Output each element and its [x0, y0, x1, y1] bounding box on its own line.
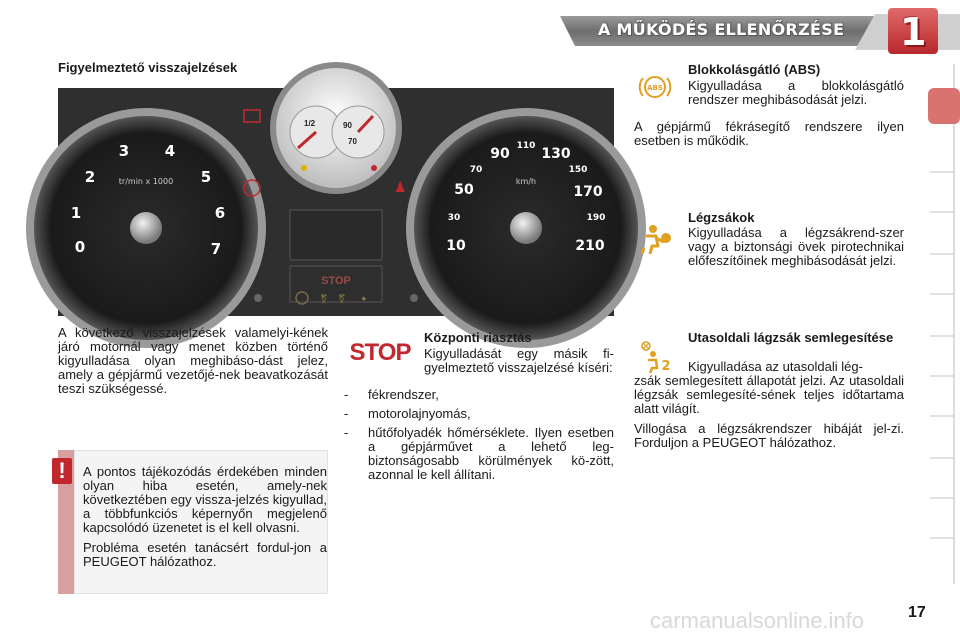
warning-paragraph-1: A pontos tájékozódás érdekében minden olyan hiba esetén, amely-nek következtében egy vissza-jelzés kigyullad, a többfunkciós képernyőn megjelenő kapcsolódó üzenetet is el kell olvasni. — [83, 464, 327, 535]
airbag-heading: Légzsákok — [688, 210, 755, 225]
tach-num-5: 5 — [200, 168, 212, 186]
svg-text:✦: ✦ — [360, 295, 368, 305]
stop-heading: Központi riasztás — [424, 330, 532, 345]
tach-unit: tr/min x 1000 — [118, 177, 174, 186]
airbag-icon — [638, 222, 672, 261]
svg-text:2: 2 — [661, 359, 671, 374]
airbag-description: Kigyulladása a légzsákrend-szer vagy a biztonsági övek pirotechnikai előfeszítőinek meghibásodását jelzi. — [688, 225, 904, 268]
warning-note-content — [74, 450, 328, 594]
temp-mark-90: 90 — [343, 121, 352, 130]
tach-num-4: 4 — [164, 142, 176, 160]
passenger-extra-2: Villogása a légzsákrendszer hibáját jel-zi. Forduljon a PEUGEOT hálózathoz. — [634, 421, 904, 450]
stop-warning-icon — [349, 338, 411, 369]
tach-num-2: 2 — [84, 168, 96, 186]
warning-paragraph-2: Probléma esetén tanácsért fordul-jon a PEUGEOT hálózathoz. — [83, 540, 327, 569]
passenger-airbag-extra — [634, 374, 904, 450]
svg-text:ABS: ABS — [647, 84, 663, 92]
passenger-extra-1: zsák semlegesített állapotát jelzi. Az utasoldali légzsák semlegesíté-sének teljes időtartama alatt világít. — [634, 373, 904, 416]
abs-description: Kigyulladása a blokkolásgátló rendszer meghibásodását jelzi. — [688, 78, 904, 107]
tach-num-1: 1 — [70, 204, 82, 222]
seatbelt-lamp: ♟ — [394, 180, 407, 196]
section-title: Figyelmeztető visszajelzések — [58, 60, 238, 75]
speed-num-70: 70 — [469, 165, 483, 175]
stop-description: Kigyulladását egy másik fi-gyelmeztető visszajelzésé kíséri: — [424, 346, 614, 375]
passenger-airbag-description: Kigyulladása az utasoldali lég- — [688, 359, 863, 374]
speed-num-150: 150 — [568, 165, 588, 175]
speed-num-30: 30 — [447, 213, 461, 223]
warning-note-box — [58, 450, 328, 594]
tach-num-0: 0 — [74, 238, 86, 256]
speed-num-110: 110 — [516, 141, 536, 151]
watermark: carmanualsonline.info — [650, 608, 865, 633]
page-number: 17 — [908, 604, 926, 621]
svg-text:STOP: STOP — [349, 339, 411, 366]
tach-hub — [130, 212, 162, 244]
list-item: - motorolajnyomás, — [344, 407, 614, 421]
tach-num-6: 6 — [214, 204, 226, 222]
speed-num-130: 130 — [541, 146, 571, 162]
display-stop-text: STOP — [321, 275, 351, 287]
svg-text:⚧: ⚧ — [320, 295, 328, 305]
abs-extra-text: A gépjármű fékrásegítő rendszere ilyen esetben is működik. — [634, 119, 904, 148]
fuel-mark-half: 1/2 — [304, 119, 316, 128]
exclamation-icon: ! — [52, 458, 72, 484]
tab-active — [928, 88, 960, 124]
passenger-airbag-heading: Utasoldali lágzsák semlegesítése — [688, 330, 894, 345]
speed-num-170: 170 — [573, 184, 603, 200]
svg-text:⚧: ⚧ — [338, 295, 346, 305]
temp-mark-70: 70 — [348, 137, 357, 146]
list-item: - fékrendszer, — [344, 388, 614, 402]
tach-num-3: 3 — [118, 142, 130, 160]
abs-icon — [638, 70, 672, 109]
center-display — [290, 210, 382, 260]
chapter-header — [520, 6, 960, 56]
tab-strip — [926, 64, 960, 584]
instrument-panel-image — [58, 88, 614, 316]
speed-num-210: 210 — [575, 238, 605, 254]
list-item: - hűtőfolyadék hőmérséklete. Ilyen esetben a gépjárművet a lehető leg-biztonságosabb körülmények kö-zött, azonnal le kell állítani. — [344, 426, 614, 482]
speed-hub — [510, 212, 542, 244]
speed-unit: km/h — [515, 177, 537, 186]
page-title: A MŰKÖDÉS ELLENŐRZÉSE — [598, 20, 845, 39]
speed-num-10: 10 — [446, 238, 466, 254]
speed-num-90: 90 — [490, 146, 510, 162]
intro-paragraph: A következő visszajelzések valamelyi-kének járó motornál vagy menet közben történő kigyulladása olyan meghibáso-dást jelez, amely a gépjármű vezetőjé-nek beavatkozását teszi szükségessé. — [58, 325, 328, 396]
chapter-number: 1 — [900, 10, 927, 54]
tach-num-7: 7 — [210, 240, 222, 258]
stop-list — [344, 388, 614, 487]
speed-num-190: 190 — [586, 213, 606, 223]
chapter-tabs — [926, 64, 960, 584]
speed-num-50: 50 — [454, 182, 474, 198]
abs-heading: Blokkolásgátló (ABS) — [688, 62, 821, 77]
